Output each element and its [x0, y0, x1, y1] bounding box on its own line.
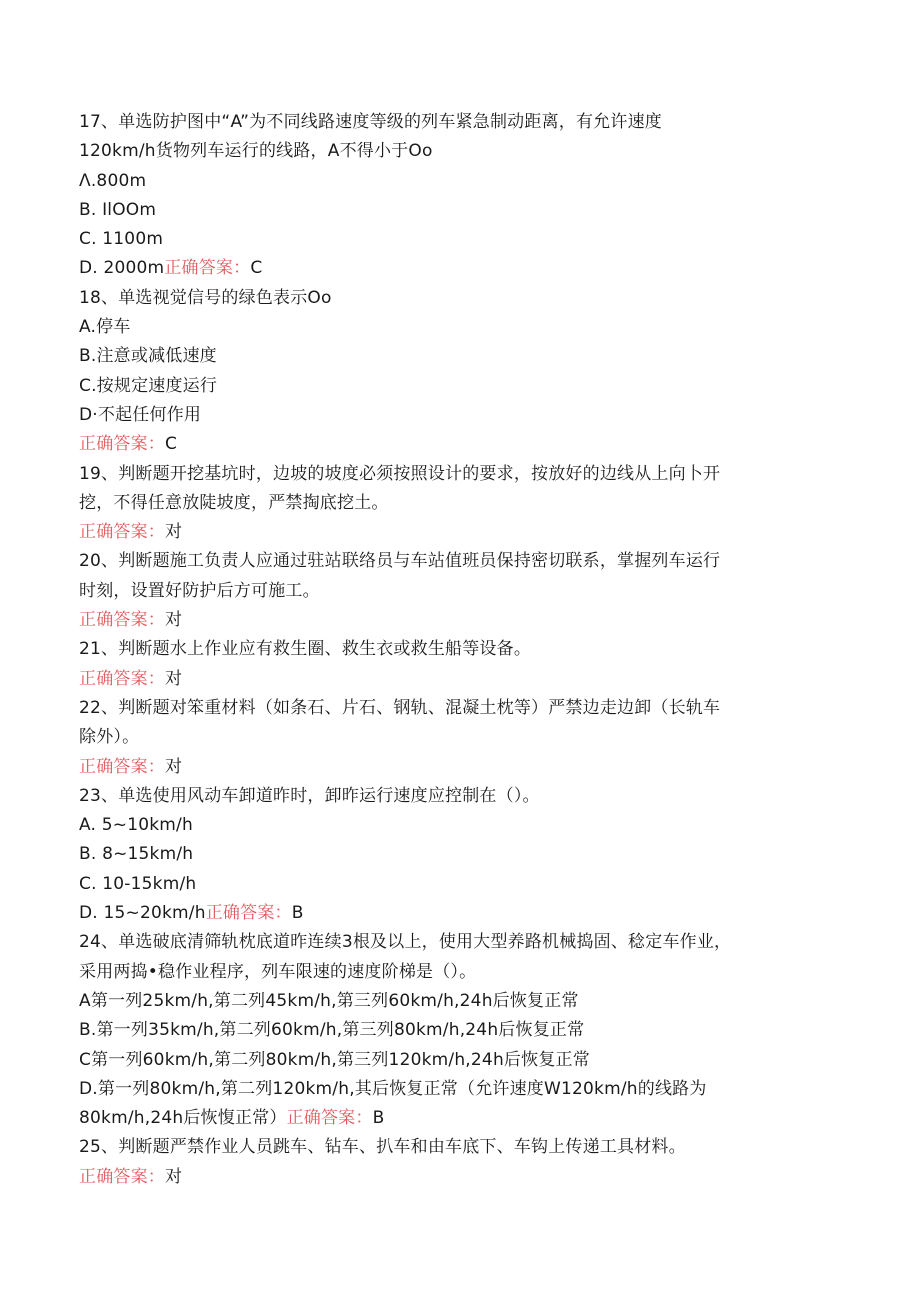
line-text: 19、判断题开挖基坑时，边坡的坡度必须按照设计的要求，按放好的边线从上向卜开 — [79, 463, 721, 484]
line-text: 采用两捣•稳作业程序，列车限速的速度阶梯是（）。 — [79, 961, 477, 982]
line-text: 除外）。 — [79, 727, 140, 748]
answer-label: 正确答案： — [79, 1166, 165, 1187]
line-text: B. 8~15km/h — [79, 844, 194, 865]
text-line — [79, 1133, 839, 1162]
line-text: 120km/h货物列车运行的线路，A不得小于Oo — [79, 141, 433, 162]
line-text: 22、判断题对笨重材料（如条石、片石、钢轨、混凝土枕等）严禁边走边卸（长轨车 — [79, 697, 721, 718]
line-text: 17、单选防护图中“A”为不同线路速度等级的列车紧急制动距离，有允许速度 — [79, 112, 662, 132]
line-text: 80km/h,24h后恢愎正常） — [79, 1108, 287, 1129]
text-line — [79, 401, 839, 430]
answer-value: C — [165, 434, 178, 455]
line-text: 挖，不得任意放陡坡度，严禁掏底挖土。 — [79, 492, 389, 513]
answer-value: B — [372, 1108, 385, 1129]
text-line — [79, 811, 839, 840]
line-text: 24、单选破底清筛轨枕底道昨连续3根及以上，使用大型养路机械捣固、稔定车作业， — [79, 932, 732, 953]
line-text: B.注意或减低速度 — [79, 346, 217, 367]
text-line — [79, 635, 839, 664]
answer-value: 对 — [165, 756, 183, 777]
text-line — [79, 430, 839, 459]
text-line — [79, 840, 839, 869]
answer-value: 对 — [165, 610, 183, 631]
text-line — [79, 928, 839, 957]
text-line — [79, 694, 839, 723]
text-line — [79, 753, 839, 782]
answer-value: 对 — [165, 668, 183, 689]
line-text: 23、单选使用风动车卸道昨时，卸昨运行速度应控制在（）。 — [79, 785, 540, 806]
text-line — [79, 1046, 839, 1075]
line-text: C. 1100m — [79, 229, 164, 250]
text-line — [79, 108, 839, 137]
text-line — [79, 547, 839, 576]
text-line — [79, 577, 839, 606]
line-text: C第一列60km/h,第二列80km/h,第三列120km/h,24h后恢复正常 — [79, 1049, 590, 1070]
text-line — [79, 1104, 839, 1133]
answer-label: 正确答案： — [79, 522, 165, 543]
line-text: A第一列25km/h,第二列45km/h,第三列60km/h,24h后恢复正常 — [79, 990, 579, 1011]
line-text: D.第一列80km/h,第二列120km/h,其后恢复正常（允许速度W120km/h的线路为 — [79, 1078, 707, 1099]
line-text: 时刻，设置好防护后方可施工。 — [79, 580, 320, 601]
line-text: D·不起任何作用 — [79, 404, 202, 425]
text-line — [79, 958, 839, 987]
answer-label: 正确答案： — [79, 610, 165, 631]
line-text: B.第一列35km/h,第二列60km/h,第三列80km/h,24h后恢复正常 — [79, 1020, 585, 1041]
line-text: D. 15~20km/h — [79, 903, 206, 924]
document-page — [79, 108, 839, 1192]
line-text: 20、判断题施工负责人应通过驻站联络员与车站值班员保持密切联系，掌握列车运行 — [79, 551, 721, 572]
text-line — [79, 284, 839, 313]
line-text: 21、判断题水上作业应有救生圈、救生衣或救生船等设备。 — [79, 639, 532, 660]
text-line — [79, 782, 839, 811]
text-line — [79, 313, 839, 342]
text-line — [79, 372, 839, 401]
text-line — [79, 518, 839, 547]
text-line — [79, 167, 839, 196]
line-text: D. 2000m — [79, 258, 165, 279]
text-line — [79, 460, 839, 489]
line-text: A.停车 — [79, 317, 131, 338]
text-line — [79, 137, 839, 166]
text-line — [79, 254, 839, 283]
text-line — [79, 899, 839, 928]
line-text: 25、判断题严禁作业人员跳车、钻车、扒车和由车底下、车钩上传递工具材料。 — [79, 1137, 686, 1158]
text-line — [79, 342, 839, 371]
text-line — [79, 1016, 839, 1045]
text-line — [79, 1075, 839, 1104]
answer-value: 对 — [165, 522, 183, 543]
answer-label: 正确答案： — [164, 258, 251, 279]
answer-label: 正确答案： — [79, 668, 165, 689]
line-text: C. 10-15km/h — [79, 873, 197, 894]
line-text: A. 5~10km/h — [79, 815, 193, 836]
text-line — [79, 196, 839, 225]
text-line — [79, 225, 839, 254]
text-line — [79, 489, 839, 518]
answer-label: 正确答案： — [79, 756, 165, 777]
text-line — [79, 606, 839, 635]
text-line — [79, 987, 839, 1016]
text-line — [79, 870, 839, 899]
answer-label: 正确答案： — [205, 903, 292, 924]
text-line — [79, 665, 839, 694]
line-text: B. IlOOm — [79, 199, 157, 220]
text-line — [79, 723, 839, 752]
answer-value: 对 — [165, 1166, 183, 1187]
answer-label: 正确答案： — [286, 1108, 373, 1129]
answer-label: 正确答案： — [79, 434, 165, 455]
line-text: 18、单选视觉信号的绿色表示Oo — [79, 287, 332, 308]
text-line — [79, 1163, 839, 1192]
answer-value: C — [250, 258, 263, 279]
line-text: C.按规定速度运行 — [79, 375, 218, 396]
line-text: Λ.800m — [79, 170, 147, 191]
answer-value: B — [291, 903, 304, 924]
